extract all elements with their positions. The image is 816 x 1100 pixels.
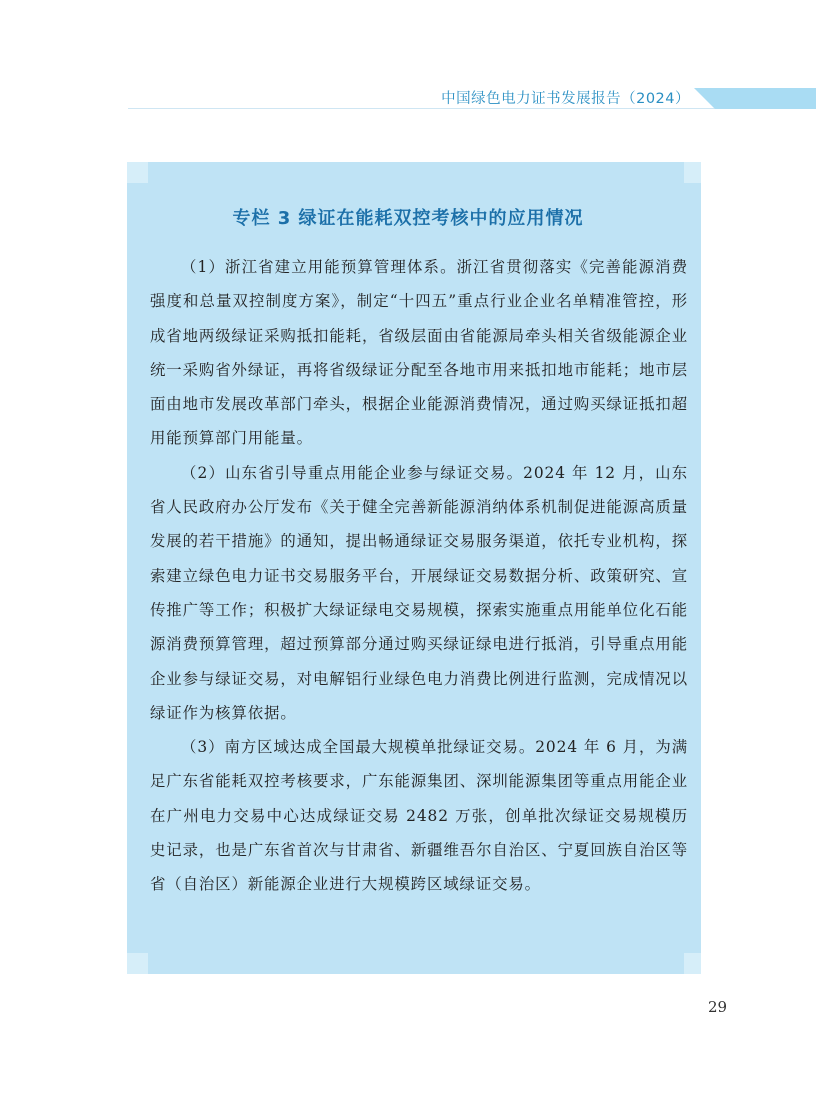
box-side-left [127, 183, 148, 953]
running-header-title: 中国绿色电力证书发展报告（2024） [441, 91, 690, 107]
page-number: 29 [708, 998, 728, 1016]
paragraph-zhejiang: （1）浙江省建立用能预算管理体系。浙江省贯彻落实《完善能源消费强度和总量双控制度方案》，制定“十四五”重点行业企业名单精准管控，形成省地两级绿证采购抵扣能耗，省级层面由省能源局牵头相关省级能源企业统一采购省外绿证，再将省级绿证分配至各地市用来抵扣地市能耗；地市层面由地市发展改革部门牵头，根据企业能源消费情况，通过购买绿证抵扣超用能预算部门用能量。 [150, 258, 688, 448]
box-title: 专栏 3 绿证在能耗双控考核中的应用情况 [232, 208, 584, 229]
header-accent-tab [694, 88, 816, 109]
box-corner-top-left [127, 162, 149, 184]
paragraph-southern-region: （3）南方区域达成全国最大规模单批绿证交易。2024 年 6 月，为满足广东省能耗双控考核要求，广东能源集团、深圳能源集团等重点用能企业在广州电力交易中心达成绿证交易 2482 万张，创单批次绿证交易规模历史记录，也是广东省首次与甘肃省、新疆维吾尔自治区、宁夏回族自治区等省（自治区）新能源企业进行大规模跨区域绿证交易。 [150, 738, 688, 894]
box-corner-bottom-left [127, 952, 149, 974]
box-body [150, 250, 688, 902]
header-divider [128, 108, 728, 109]
paragraph-shandong: （2）山东省引导重点用能企业参与绿证交易。2024 年 12 月，山东省人民政府办公厅发布《关于健全完善新能源消纳体系机制促进能源高质量发展的若干措施》的通知，提出畅通绿证交易服务渠道，依托专业机构，探索建立绿色电力证书交易服务平台，开展绿证交易数据分析、政策研究、宣传推广等工作；积极扩大绿证绿电交易规模，探索实施重点用能单位化石能源消费预算管理，超过预算部分通过购买绿证绿电进行抵消，引导重点用能企业参与绿证交易，对电解铝行业绿色电力消费比例进行监测，完成情况以绿证作为核算依据。 [150, 463, 688, 722]
